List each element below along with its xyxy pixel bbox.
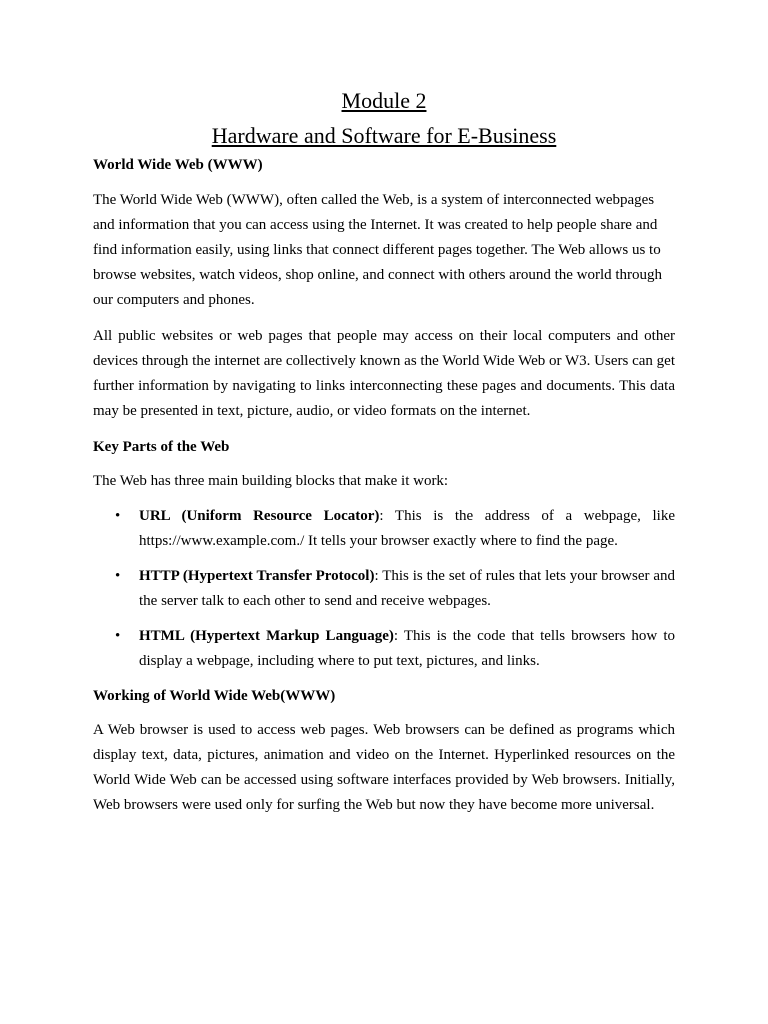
section-heading-key-parts: Key Parts of the Web [93,439,230,455]
section-heading-working: Working of World Wide Web(WWW) [93,688,336,704]
bullet-icon: • [115,628,121,644]
list-item-term: URL (Uniform Resource Locator) [139,508,380,524]
list-item-text [139,564,675,614]
list-item-description: : This is the address of a webpage, like https://www.example.com./ It tells your browser exactly where to find the page. [139,508,675,549]
paragraph-www-public: All public websites or web pages that people may access on their local computers and other devices through the internet are collectively known as the World Wide Web or W3. Users can get further information by navigating to links interconnecting these pages and documents. This data may be presented in text, picture, audio, or video formats on the internet. [93,328,675,419]
list-item-text [139,624,675,674]
list-item-description: : This is the code that tells browsers how to display a webpage, including where to put text, pictures, and links. [139,628,675,669]
paragraph-working: A Web browser is used to access web pages. Web browsers can be defined as programs which display text, data, pictures, animation and video on the Internet. Hyperlinked resources on the World Wide Web can be accessed using software interfaces provided by Web browsers. Initially, Web browsers were used only for surfing the Web but now they have become more universal. [93,722,675,813]
bullet-icon: • [115,508,121,524]
paragraph-key-parts-intro: The Web has three main building blocks that make it work: [93,473,449,489]
section-heading-www: World Wide Web (WWW) [93,157,263,173]
module-title: Module 2 [341,88,427,113]
document-title: Hardware and Software for E-Business [211,123,557,148]
bullet-icon: • [115,568,121,584]
paragraph-www-intro: The World Wide Web (WWW), often called the Web, is a system of interconnected webpages and information that you can access using the Internet. It was created to help people share and find information easily, using links that connect different pages together. The Web allows us to browse websites, watch videos, shop online, and connect with others around the world through our computers and phones. [93,192,663,308]
list-item-description: : This is the set of rules that lets your browser and the server talk to each other to send and receive webpages. [139,568,675,609]
list-item-term: HTTP (Hypertext Transfer Protocol) [139,568,375,584]
list-item-term: HTML (Hypertext Markup Language) [139,628,394,644]
list-item-text [139,504,675,554]
